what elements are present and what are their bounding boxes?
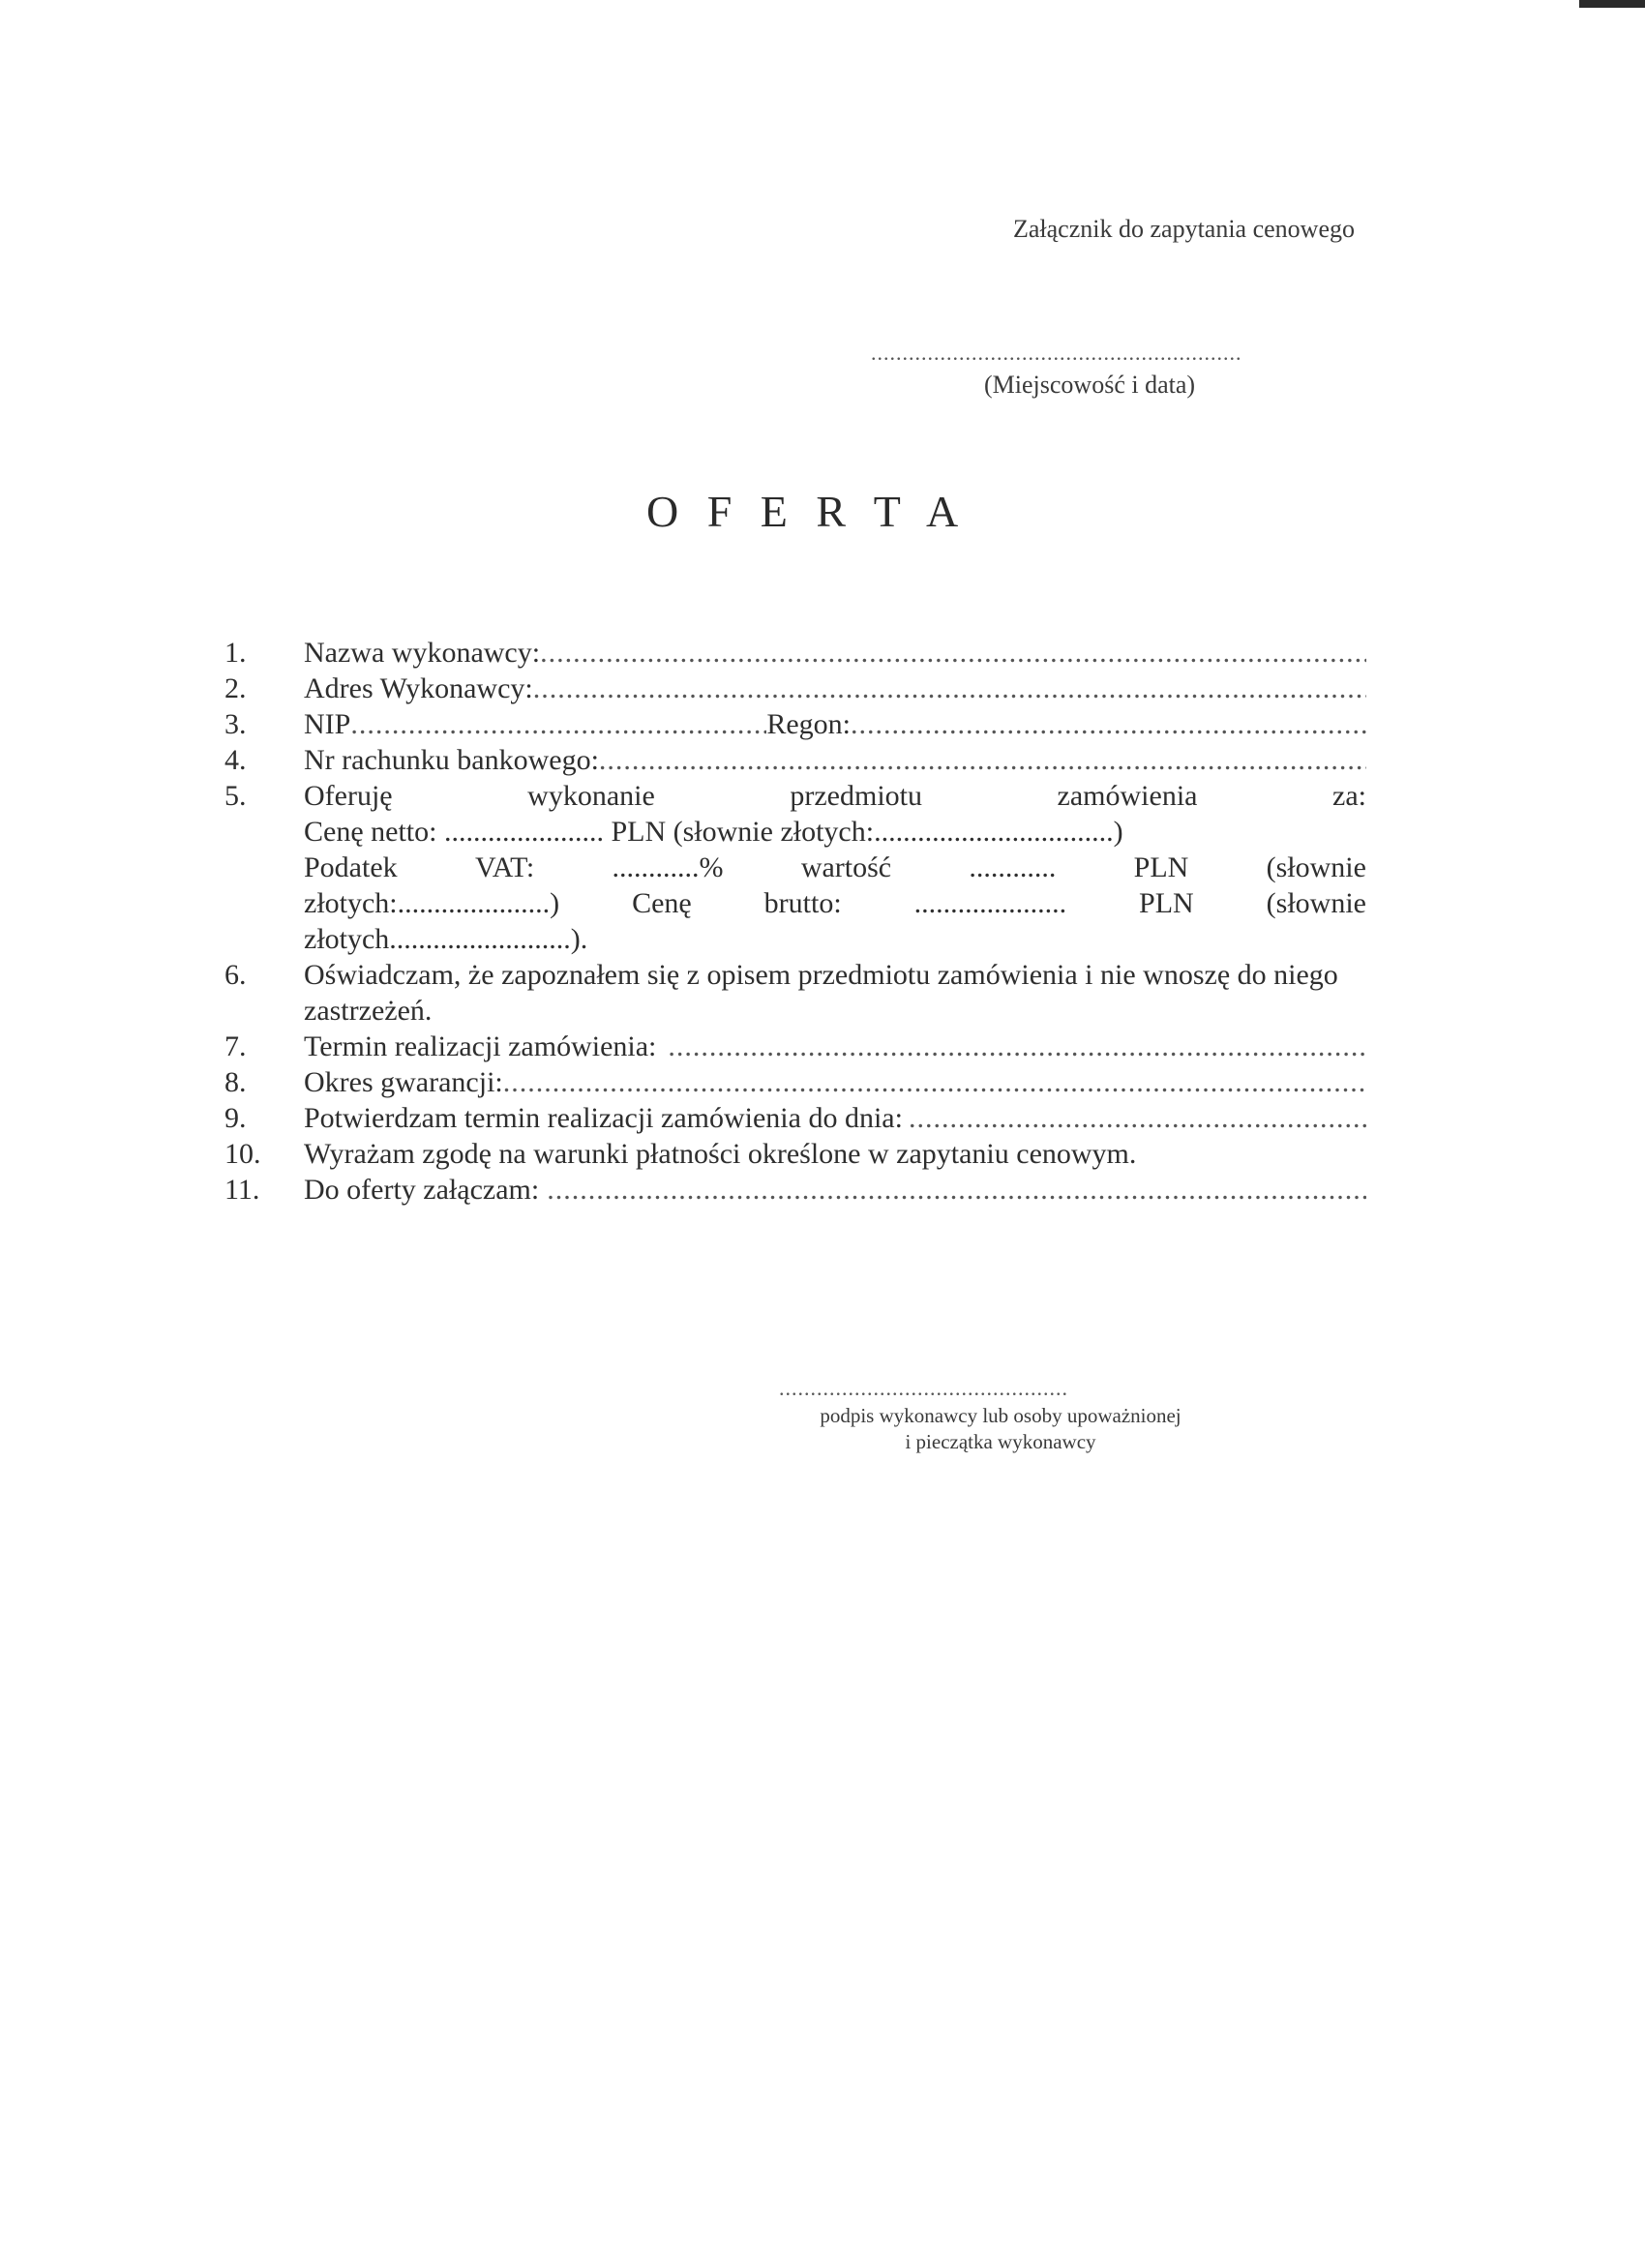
item-number: 5. <box>224 780 247 812</box>
completion-term-label: Termin realizacji zamówienia: <box>304 1030 657 1062</box>
word: Oferuję <box>304 780 393 812</box>
completion-date-label: Potwierdzam termin realizacji zamówienia do dnia: <box>304 1102 903 1134</box>
item-number: 4. <box>224 744 247 776</box>
item-number: 1. <box>224 637 247 669</box>
word: ............ <box>969 851 1057 883</box>
signature-field: .............................................. <box>779 1376 1068 1400</box>
item-number: 9. <box>224 1102 247 1134</box>
vat-line <box>304 850 1366 885</box>
word: przedmiotu <box>790 780 922 812</box>
word: ..................... <box>913 887 1067 919</box>
contractor-name-field <box>540 635 1366 671</box>
word: (słownie <box>1266 851 1366 883</box>
bank-account-field <box>599 742 1366 778</box>
payment-consent-text: Wyrażam zgodę na warunki płatności określone w zapytaniu cenowym. <box>304 1138 1137 1170</box>
price-offer-block <box>304 778 1366 957</box>
list-item <box>224 1172 1366 1208</box>
list-item <box>224 778 1366 957</box>
signature-label-line-2: i pieczątka wykonawcy <box>905 1430 1096 1453</box>
item-number: 10. <box>224 1138 261 1170</box>
signature-label-line-1: podpis wykonawcy lub osoby upoważnionej <box>820 1404 1181 1427</box>
attachments-label: Do oferty załączam: <box>304 1174 540 1206</box>
word: za: <box>1332 780 1366 812</box>
warranty-field <box>503 1064 1366 1100</box>
regon-label: Regon: <box>766 708 852 740</box>
net-price-line: Cenę netto: ...................... PLN (słownie złotych:.................................) <box>304 816 1123 848</box>
word: zamówienia <box>1057 780 1198 812</box>
contractor-address-field <box>533 671 1366 706</box>
list-item <box>224 957 1366 1029</box>
item-number: 2. <box>224 672 247 704</box>
signature-label <box>779 1403 1222 1455</box>
place-date-field: ........................................................... <box>871 341 1242 365</box>
contractor-name-label: Nazwa wykonawcy: <box>304 637 541 669</box>
item-number: 6. <box>224 959 247 991</box>
list-item <box>224 1064 1366 1100</box>
contractor-address-label: Adres Wykonawcy: <box>304 672 533 704</box>
offer-intro-line <box>304 778 1366 814</box>
word: złotych:.....................) <box>304 887 560 919</box>
list-item <box>224 1136 1366 1172</box>
list-item <box>224 635 1366 671</box>
scan-corner-mark <box>1579 0 1645 8</box>
word: brutto: <box>763 887 842 919</box>
list-item <box>224 671 1366 706</box>
nip-field <box>350 706 766 742</box>
regon-field <box>851 706 1366 742</box>
warranty-label: Okres gwarancji: <box>304 1066 503 1098</box>
word: VAT: <box>474 851 535 883</box>
list-item <box>224 742 1366 778</box>
bank-account-label: Nr rachunku bankowego: <box>304 744 599 776</box>
item-number: 7. <box>224 1030 247 1062</box>
list-item <box>224 706 1366 742</box>
offer-items-list <box>224 635 1366 1208</box>
page-title: O F E R T A <box>646 487 968 536</box>
word: Podatek <box>304 851 398 883</box>
list-item <box>224 1029 1366 1064</box>
item-number: 11. <box>224 1174 260 1206</box>
item-number: 3. <box>224 708 247 740</box>
place-date-label: (Miejscowość i data) <box>984 371 1196 399</box>
word: PLN <box>1139 887 1194 919</box>
attachment-note: Załącznik do zapytania cenowego <box>1013 215 1355 243</box>
completion-date-field <box>909 1100 1366 1136</box>
item-number: 8. <box>224 1066 247 1098</box>
list-item <box>224 1100 1366 1136</box>
nip-label: NIP <box>304 708 351 740</box>
completion-term-field <box>668 1029 1366 1064</box>
declaration-text: Oświadczam, że zapoznałem się z opisem przedmiotu zamówienia i nie wnoszę do niego zastrzeżeń. <box>304 959 1338 1027</box>
attachments-field <box>547 1172 1366 1208</box>
gross-price-line <box>304 885 1366 921</box>
word: ............% <box>612 851 724 883</box>
word: wartość <box>800 851 892 883</box>
word: (słownie <box>1266 887 1366 919</box>
word: Cenę <box>632 887 692 919</box>
word: wykonanie <box>527 780 655 812</box>
word: PLN <box>1133 851 1189 883</box>
gross-words-line: złotych.........................). <box>304 923 588 955</box>
